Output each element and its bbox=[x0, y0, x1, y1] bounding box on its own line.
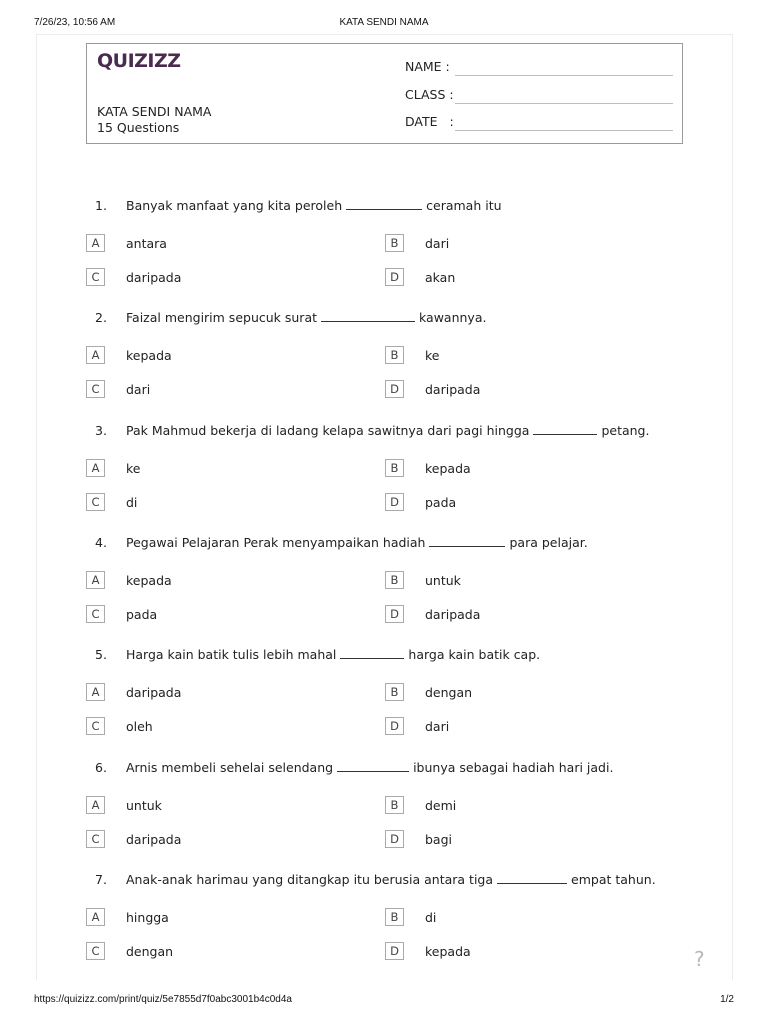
option-letter-box: B bbox=[385, 346, 404, 364]
option-text: akan bbox=[425, 270, 456, 285]
option-letter-box: A bbox=[86, 571, 105, 589]
question-text bbox=[126, 310, 486, 325]
option-text: hingga bbox=[126, 910, 169, 925]
date-line bbox=[455, 130, 673, 131]
option-letter-box: C bbox=[86, 717, 105, 735]
option-text: bagi bbox=[425, 832, 453, 847]
option-text: di bbox=[126, 495, 138, 510]
option-letter-box: B bbox=[385, 796, 404, 814]
question-number: 2. bbox=[95, 310, 107, 325]
print-title: KATA SENDI NAMA bbox=[339, 17, 429, 28]
option-text: daripada bbox=[126, 685, 182, 700]
answer-blank bbox=[340, 647, 404, 659]
question-text-after: ibunya sebagai hadiah hari jadi. bbox=[413, 760, 614, 775]
option-letter-box: A bbox=[86, 346, 105, 364]
option-text: dengan bbox=[425, 685, 473, 700]
option-text: antara bbox=[126, 236, 167, 251]
question-text-before: Anak-anak harimau yang ditangkap itu berusia antara tiga bbox=[126, 872, 494, 887]
option-letter-box: B bbox=[385, 908, 404, 926]
option-letter-box: B bbox=[385, 234, 404, 252]
option-letter-box: C bbox=[86, 493, 105, 511]
question-number: 4. bbox=[95, 535, 107, 550]
answer-blank bbox=[429, 535, 505, 547]
option-text: kepada bbox=[126, 573, 172, 588]
option-letter-box: C bbox=[86, 942, 105, 960]
quiz-title: KATA SENDI NAMA bbox=[97, 104, 212, 119]
option-letter-box: D bbox=[385, 380, 404, 398]
question-text-after: kawannya. bbox=[419, 310, 487, 325]
page-number: 1/2 bbox=[720, 994, 734, 1005]
answer-blank bbox=[321, 310, 415, 322]
option-text: untuk bbox=[425, 573, 461, 588]
question-text-before: Faizal mengirim sepucuk surat bbox=[126, 310, 318, 325]
option-letter-box: D bbox=[385, 830, 404, 848]
option-text: demi bbox=[425, 798, 457, 813]
question-count: 15 Questions bbox=[97, 120, 180, 135]
question-text bbox=[126, 647, 540, 662]
option-text: ke bbox=[126, 461, 141, 476]
question-number: 5. bbox=[95, 647, 107, 662]
question-number: 1. bbox=[95, 198, 107, 213]
question-text-before: Arnis membeli sehelai selendang bbox=[126, 760, 334, 775]
option-letter-box: A bbox=[86, 683, 105, 701]
option-text: ke bbox=[425, 348, 440, 363]
name-label: NAME : bbox=[405, 59, 450, 74]
option-letter-box: C bbox=[86, 380, 105, 398]
option-text: dari bbox=[425, 719, 450, 734]
option-letter-box: A bbox=[86, 234, 105, 252]
option-letter-box: A bbox=[86, 459, 105, 477]
question-text-before: Harga kain batik tulis lebih mahal bbox=[126, 647, 337, 662]
print-footer bbox=[34, 994, 734, 1008]
question-mark-icon[interactable]: ? bbox=[694, 947, 705, 971]
option-text: untuk bbox=[126, 798, 162, 813]
option-letter-box: B bbox=[385, 459, 404, 477]
question-number: 7. bbox=[95, 872, 107, 887]
option-letter-box: D bbox=[385, 942, 404, 960]
option-text: daripada bbox=[126, 832, 182, 847]
option-text: daripada bbox=[126, 270, 182, 285]
question-text-after: para pelajar. bbox=[509, 535, 588, 550]
option-letter-box: C bbox=[86, 605, 105, 623]
class-label: CLASS : bbox=[405, 87, 454, 102]
option-letter-box: D bbox=[385, 717, 404, 735]
question-text-before: Banyak manfaat yang kita peroleh bbox=[126, 198, 343, 213]
question-text bbox=[126, 423, 649, 438]
date-label: DATE : bbox=[405, 114, 454, 129]
print-header bbox=[34, 17, 734, 31]
option-text: dari bbox=[126, 382, 151, 397]
answer-blank bbox=[497, 872, 567, 884]
option-text: oleh bbox=[126, 719, 153, 734]
option-letter-box: D bbox=[385, 268, 404, 286]
print-date: 7/26/23, 10:56 AM bbox=[34, 17, 116, 28]
option-letter-box: A bbox=[86, 796, 105, 814]
class-line bbox=[455, 103, 673, 104]
option-text: pada bbox=[126, 607, 158, 622]
question-text bbox=[126, 872, 656, 887]
question-text-after: harga kain batik cap. bbox=[408, 647, 541, 662]
option-letter-box: C bbox=[86, 830, 105, 848]
option-text: dari bbox=[425, 236, 450, 251]
option-text: kepada bbox=[425, 461, 471, 476]
option-letter-box: D bbox=[385, 493, 404, 511]
option-letter-box: A bbox=[86, 908, 105, 926]
question-text-before: Pak Mahmud bekerja di ladang kelapa sawitnya dari pagi hingga bbox=[126, 423, 530, 438]
option-letter-box: D bbox=[385, 605, 404, 623]
question-text bbox=[126, 198, 502, 213]
option-text: kepada bbox=[126, 348, 172, 363]
option-text: kepada bbox=[425, 944, 471, 959]
question-text-after: petang. bbox=[601, 423, 650, 438]
answer-blank bbox=[346, 198, 422, 210]
answer-blank bbox=[337, 760, 409, 772]
quiz-header bbox=[86, 43, 683, 144]
option-text: di bbox=[425, 910, 437, 925]
option-letter-box: B bbox=[385, 571, 404, 589]
question-number: 6. bbox=[95, 760, 107, 775]
option-letter-box: B bbox=[385, 683, 404, 701]
option-letter-box: C bbox=[86, 268, 105, 286]
answer-blank bbox=[533, 423, 597, 435]
question-text-after: ceramah itu bbox=[426, 198, 502, 213]
name-line bbox=[455, 75, 673, 76]
question-text-after: empat tahun. bbox=[571, 872, 656, 887]
question-number: 3. bbox=[95, 423, 107, 438]
question-text bbox=[126, 535, 588, 550]
question-text-before: Pegawai Pelajaran Perak menyampaikan hadiah bbox=[126, 535, 426, 550]
quizizz-logo: QUIZIZZ bbox=[97, 50, 181, 72]
option-text: dengan bbox=[126, 944, 174, 959]
print-url: https://quizizz.com/print/quiz/5e7855d7f0abc3001b4c0d4a bbox=[34, 994, 292, 1005]
option-text: pada bbox=[425, 495, 457, 510]
option-text: daripada bbox=[425, 607, 481, 622]
question-text bbox=[126, 760, 613, 775]
option-text: daripada bbox=[425, 382, 481, 397]
